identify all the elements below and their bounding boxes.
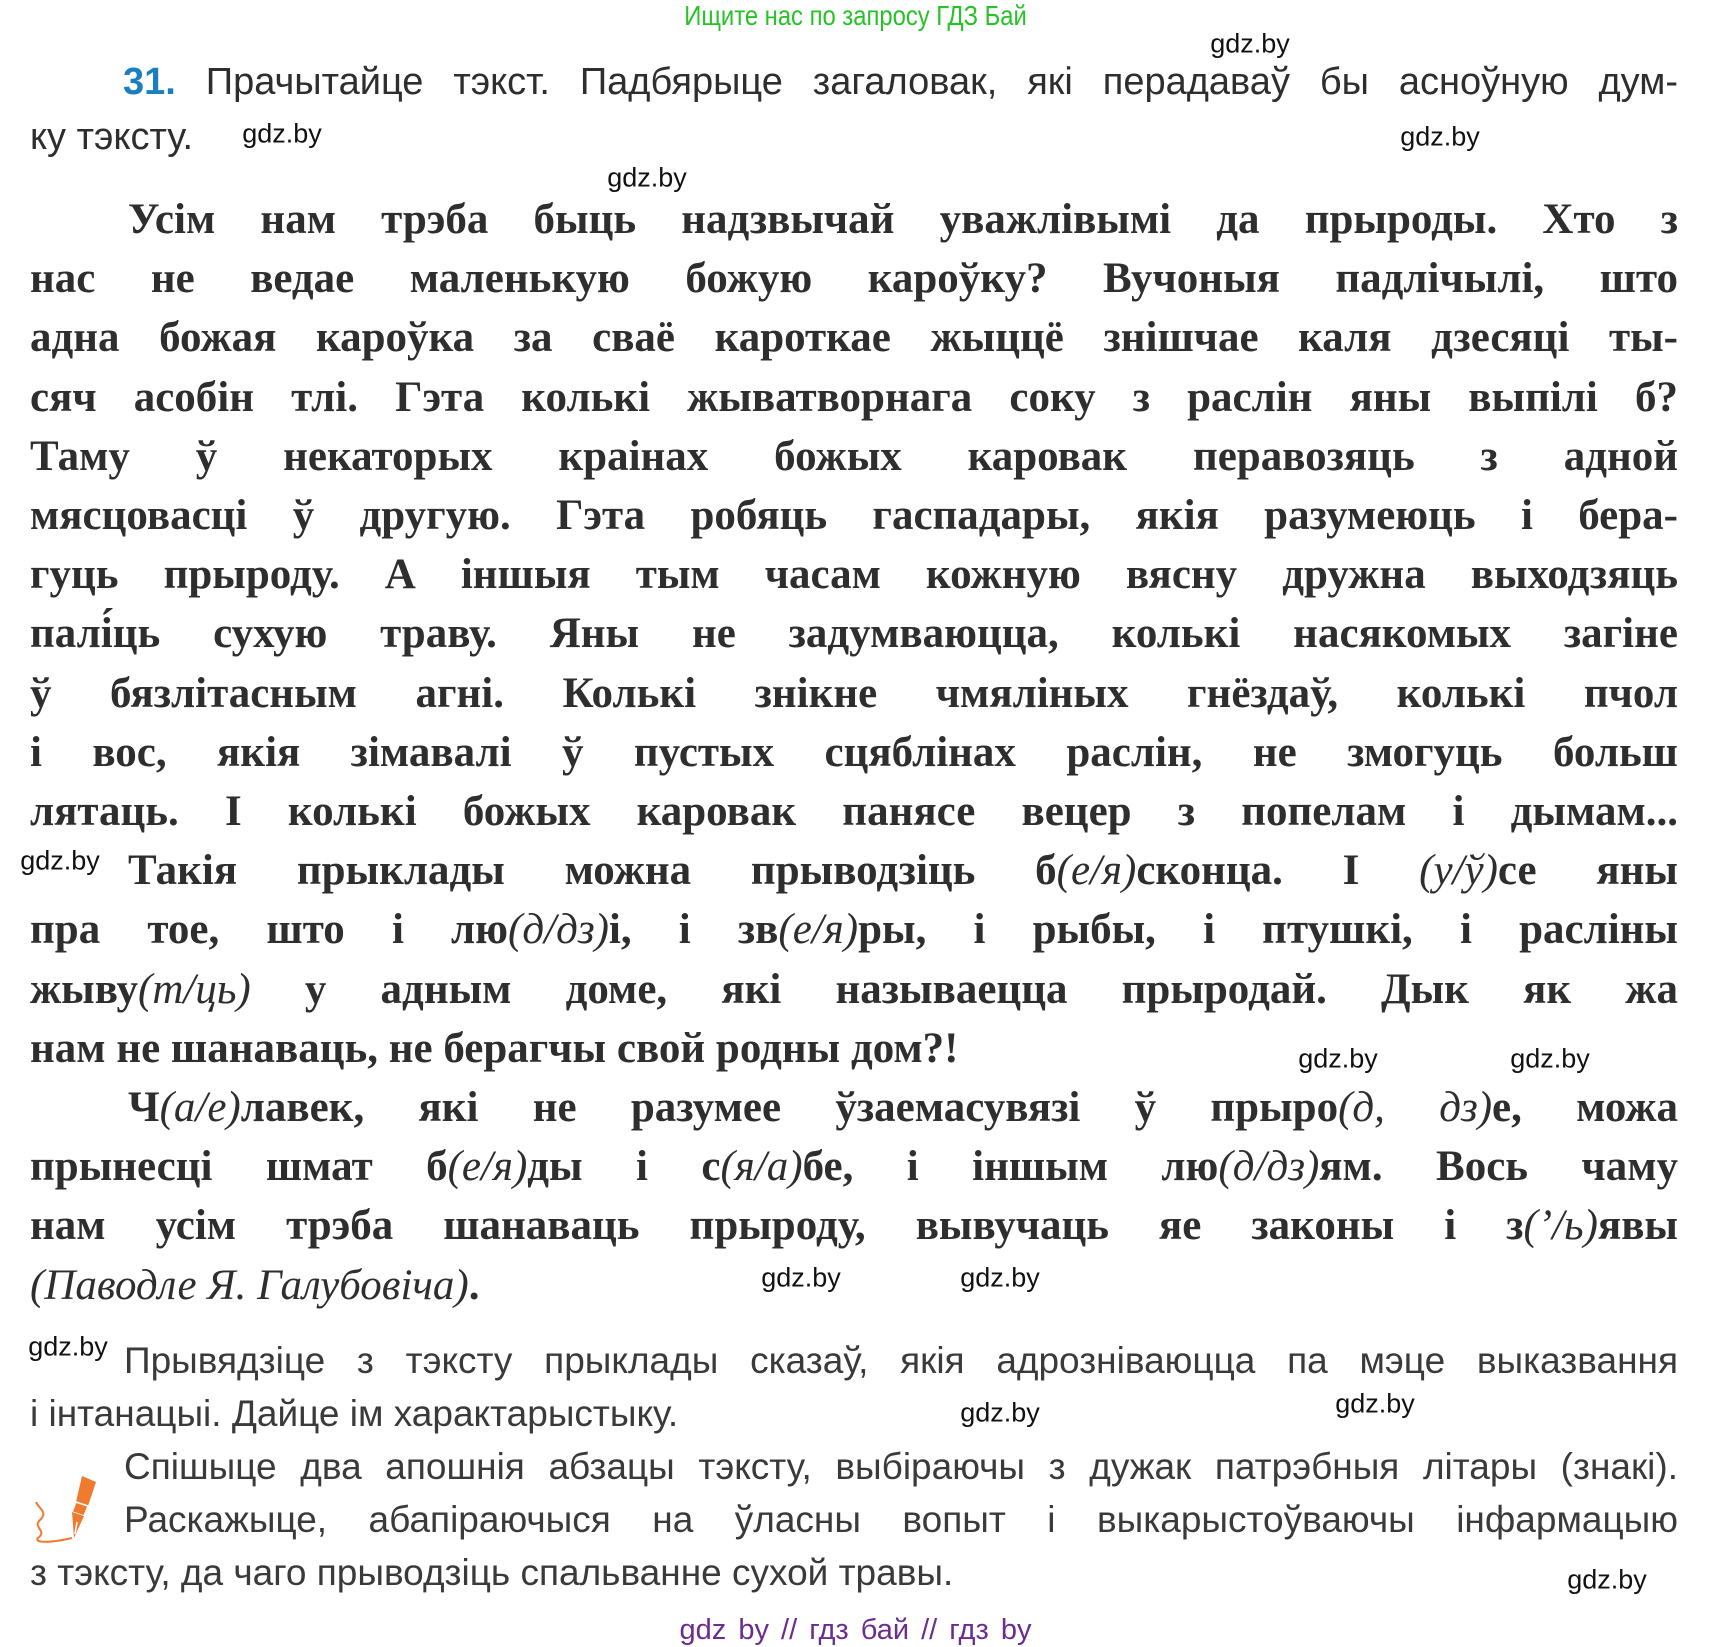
choice-bracket: (т/ць) bbox=[138, 966, 251, 1013]
choice-bracket: (д/дз) bbox=[1218, 1143, 1320, 1190]
task-text: Прачытайце тэкст. Падбярыце загаловак, які перадаваў бы асноўную дум- bbox=[205, 61, 1678, 103]
watermark: gdz.by bbox=[761, 1262, 841, 1293]
search-banner: Ищите нас по запросу ГДЗ Бай bbox=[684, 0, 1027, 31]
text-segment: Ч bbox=[128, 1084, 160, 1131]
watermark: gdz.by bbox=[242, 118, 322, 149]
task-text: ку тэксту. bbox=[30, 116, 194, 158]
text-segment: палі́ць сухую траву. Яны не задумваюцца, колькі насякомых загіне bbox=[30, 610, 1678, 657]
choice-bracket: (е/я) bbox=[447, 1143, 528, 1190]
text-segment: і вос, якія зімавалі ў пустых сцяблінах раслін, не змогуць больш bbox=[30, 729, 1678, 776]
choice-bracket: (Паводле Я. Галубовіча) bbox=[30, 1262, 469, 1309]
text-segment: лавек, які не разумее ўзаемасувязі ў прыро bbox=[240, 1084, 1339, 1131]
watermark: gdz.by bbox=[960, 1397, 1040, 1428]
text-line bbox=[30, 1019, 959, 1078]
assignment-line: Раскажыце, абапіраючыся на ўласны вопыт і выкарыстоўваючы інфармацыю bbox=[124, 1499, 1678, 1540]
text-line bbox=[30, 604, 1678, 663]
text-segment: Таму ў некаторых краінах божых каровак перавозяць з адной bbox=[30, 433, 1678, 480]
text-segment: пра тое, што і лю bbox=[30, 906, 509, 953]
choice-bracket: (е/я) bbox=[778, 906, 859, 953]
text-segment: се яны bbox=[1497, 847, 1678, 894]
text-segment: сяч асобін тлі. Гэта колькі жыватворнага соку з раслін яны выпілі б? bbox=[30, 374, 1678, 421]
assignment-line: і інтанацыі. Дайце ім характарыстыку. bbox=[30, 1393, 679, 1434]
choice-bracket: (е/я) bbox=[1056, 847, 1137, 894]
watermark: gdz.by bbox=[1335, 1388, 1415, 1419]
task-number: 31. bbox=[123, 61, 176, 103]
text-line bbox=[30, 486, 1678, 545]
text-line bbox=[30, 960, 1678, 1019]
footer-links: gdz by // гдз бай // гдз by bbox=[679, 1614, 1032, 1646]
choice-bracket: (а/е) bbox=[159, 1084, 241, 1131]
task-line bbox=[123, 55, 1678, 110]
text-segment: ям. Вось чаму bbox=[1319, 1143, 1678, 1190]
text-segment: Усім нам трэба быць надзвычай уважлівымі да прыроды. Хто з bbox=[128, 196, 1678, 243]
text-line bbox=[30, 1256, 479, 1315]
watermark: gdz.by bbox=[1400, 121, 1480, 152]
text-segment: ў бязлітасным агні. Колькі знікне чмяліных гнёздаў, колькі пчол bbox=[30, 670, 1678, 717]
text-line bbox=[30, 308, 1678, 367]
text-segment: і, і зв bbox=[608, 906, 779, 953]
text-segment: Такія прыклады можна прыводзіць б bbox=[128, 847, 1057, 894]
watermark: gdz.by bbox=[1510, 1043, 1590, 1074]
text-segment: адна божая кароўка за сваё кароткае жыццё знішчае каля дзесяці ты- bbox=[30, 314, 1678, 361]
text-line bbox=[30, 900, 1678, 959]
watermark: gdz.by bbox=[607, 162, 687, 193]
assignment-line: Спішыце два апошнія абзацы тэксту, выбіраючы з дужак патрэбныя літары (знакі). bbox=[124, 1446, 1678, 1487]
text-line bbox=[30, 664, 1678, 723]
text-segment: . bbox=[468, 1262, 480, 1309]
text-line bbox=[30, 249, 1678, 308]
text-line bbox=[30, 723, 1678, 782]
text-line bbox=[30, 427, 1678, 486]
text-segment: жыву bbox=[30, 966, 139, 1013]
watermark: gdz.by bbox=[28, 1331, 108, 1362]
text-segment: лятаць. І колькі божых каровак панясе вецер з попелам і дымам... bbox=[30, 788, 1678, 835]
text-segment: бе, і іншым лю bbox=[802, 1143, 1219, 1190]
text-segment: прынесці шмат б bbox=[30, 1143, 448, 1190]
watermark: gdz.by bbox=[20, 845, 100, 876]
text-segment: явы bbox=[1597, 1202, 1678, 1249]
text-line bbox=[128, 1078, 1678, 1137]
text-segment: нам не шанаваць, не берагчы свой родны дом?! bbox=[30, 1025, 959, 1072]
text-segment: гуць прыроду. А іншыя тым часам кожную вясну дружна выходзяць bbox=[30, 551, 1678, 598]
watermark: gdz.by bbox=[1210, 28, 1290, 59]
choice-bracket: (у/ў) bbox=[1419, 847, 1498, 894]
text-segment: е, можа bbox=[1492, 1084, 1678, 1131]
watermark: gdz.by bbox=[960, 1262, 1040, 1293]
watermark: gdz.by bbox=[1567, 1564, 1647, 1595]
text-segment: нам усім трэба шанаваць прыроду, вывучаць яе законы і з bbox=[30, 1202, 1524, 1249]
watermark: gdz.by bbox=[1298, 1043, 1378, 1074]
text-segment: у адным доме, які называецца прыродай. Дык як жа bbox=[250, 966, 1678, 1013]
choice-bracket: (я/а) bbox=[720, 1143, 803, 1190]
text-segment: нас не ведае маленькую божую кароўку? Вучоныя падлічылі, што bbox=[30, 255, 1678, 302]
text-segment: ды і с bbox=[527, 1143, 721, 1190]
text-line bbox=[30, 1137, 1678, 1196]
choice-bracket: (д/дз) bbox=[508, 906, 609, 953]
task-line bbox=[30, 110, 193, 165]
text-segment: ры, і рыбы, і птушкі, і расліны bbox=[858, 906, 1678, 953]
text-line bbox=[128, 841, 1678, 900]
choice-bracket: (’/ь) bbox=[1523, 1202, 1598, 1249]
text-line bbox=[30, 782, 1678, 841]
text-segment: сконца. І bbox=[1136, 847, 1420, 894]
text-line bbox=[30, 545, 1678, 604]
text-segment: мясцовасці ў другую. Гэта робяць гаспадары, якія разумеюць і бера- bbox=[30, 492, 1678, 539]
assignment-line: Прывядзіце з тэксту прыклады сказаў, якія адрозніваюцца па мэце выказвання bbox=[124, 1340, 1678, 1381]
text-line bbox=[128, 190, 1678, 249]
pen-icon bbox=[26, 1472, 106, 1552]
text-line bbox=[30, 368, 1678, 427]
choice-bracket: (д, дз) bbox=[1338, 1084, 1493, 1131]
assignment-line: з тэксту, да чаго прыводзіць спальванне сухой травы. bbox=[30, 1552, 954, 1593]
text-line bbox=[30, 1196, 1678, 1255]
